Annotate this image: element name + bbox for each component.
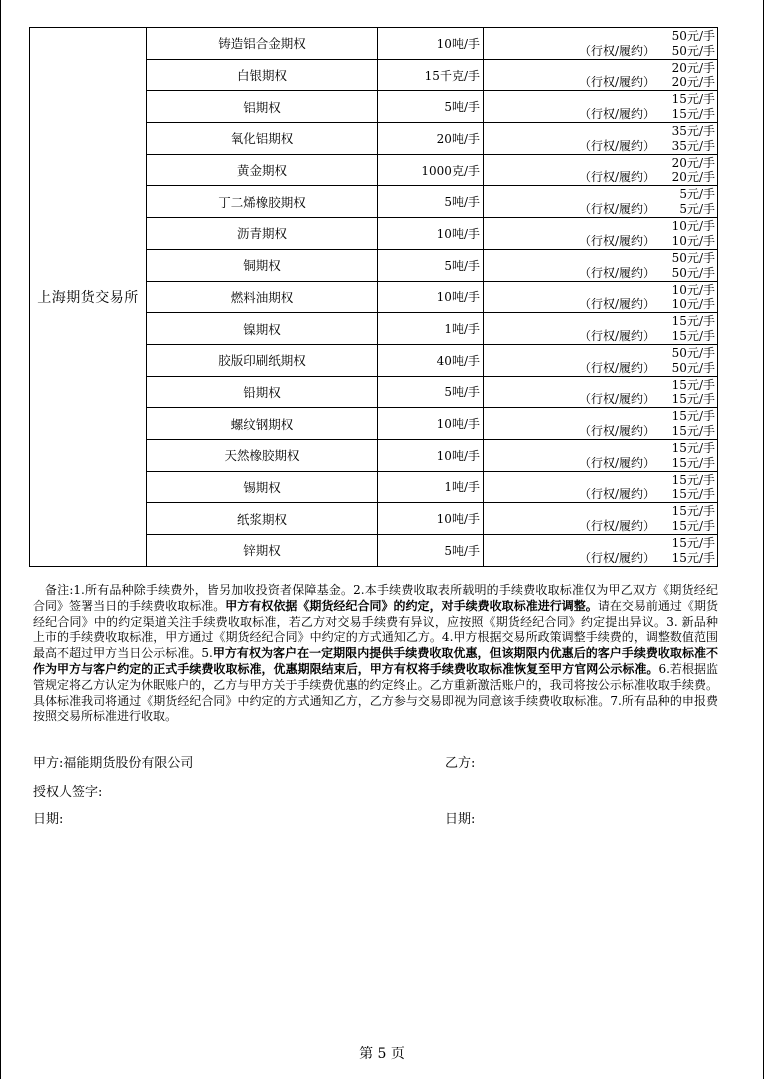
product-name-cell: 胶版印刷纸期权 bbox=[147, 344, 378, 376]
exercise-label: （行权/履约） bbox=[578, 170, 655, 185]
product-name-cell: 铝期权 bbox=[147, 91, 378, 123]
product-name-cell: 铅期权 bbox=[147, 376, 378, 408]
fee-cell bbox=[484, 503, 718, 535]
fee-exercise-value: 5元/手 bbox=[679, 202, 715, 217]
fee-cell bbox=[484, 28, 718, 60]
fee-exercise-value: 20元/手 bbox=[671, 75, 715, 90]
fee-cell bbox=[484, 313, 718, 345]
product-name-cell: 锡期权 bbox=[147, 471, 378, 503]
product-name-cell: 氧化铝期权 bbox=[147, 123, 378, 155]
contract-unit-cell: 1吨/手 bbox=[378, 313, 484, 345]
fee-exercise-value: 50元/手 bbox=[671, 43, 715, 58]
contract-unit-cell: 1吨/手 bbox=[378, 471, 484, 503]
fee-cell bbox=[484, 535, 718, 567]
contract-unit-cell: 10吨/手 bbox=[378, 439, 484, 471]
fee-exercise-value: 15元/手 bbox=[671, 550, 715, 565]
exercise-label: （行权/履约） bbox=[578, 360, 655, 375]
fee-exercise-value: 15元/手 bbox=[671, 392, 715, 407]
remarks-text-2: 请在交易前通过《期货经纪合同》中的约定渠道关注手续费收取标准，若乙方对交易手续费有异议，应按照《期货经纪合同》约定提出异议。3. 新品种上市的手续费收取标准，甲方通过《期货经纪合同》中约定的方式通知乙方。4.甲方根据交易所政策调整手续费的，调整数值范围最高不超过甲方当日公示标准。5. bbox=[33, 598, 718, 661]
product-name-cell: 螺纹钢期权 bbox=[147, 408, 378, 440]
remarks-bold-1: 甲方有权依据《期货经纪合同》的约定，对手续费收取标准进行调整。 bbox=[225, 598, 598, 613]
fee-exercise-value: 15元/手 bbox=[671, 107, 715, 122]
party-b-label: 乙方: bbox=[445, 756, 476, 771]
party-a-date-label: 日期: bbox=[33, 812, 64, 827]
exercise-label: （行权/履约） bbox=[578, 455, 655, 470]
fee-exercise-value: 50元/手 bbox=[671, 265, 715, 280]
exchange-cell: 上海期货交易所 bbox=[30, 28, 147, 567]
fee-open-value: 20元/手 bbox=[671, 155, 715, 170]
exercise-label: （行权/履约） bbox=[578, 297, 655, 312]
fee-open-value: 15元/手 bbox=[671, 536, 715, 550]
fee-exercise-value: 35元/手 bbox=[671, 138, 715, 153]
remarks-text-3: 6.若根据监管规定将乙方认定为休眠账户的，乙方与甲方关于手续费优惠的约定终止。乙方重新激活账户的，我司将按公示标准收取手续费。具体标准我司将通过《期货经纪合同》中约定的方式通知乙方，乙方参与交易即视为同意该手续费收取标准。7.所有品种的申报费按照交易所标准进行收取。 bbox=[33, 661, 718, 724]
contract-unit-cell: 10吨/手 bbox=[378, 218, 484, 250]
fee-open-value: 15元/手 bbox=[671, 440, 715, 455]
exercise-label: （行权/履约） bbox=[578, 487, 655, 502]
exercise-label: （行权/履约） bbox=[578, 519, 655, 533]
exercise-label: （行权/履约） bbox=[578, 265, 655, 280]
fee-cell bbox=[484, 91, 718, 123]
fee-cell bbox=[484, 408, 718, 440]
fee-exercise-value: 10元/手 bbox=[671, 297, 715, 312]
exercise-label: （行权/履约） bbox=[578, 107, 655, 122]
fee-cell bbox=[484, 249, 718, 281]
page-border-left bbox=[0, 0, 1, 1079]
fee-open-value: 15元/手 bbox=[671, 504, 715, 519]
fee-cell bbox=[484, 154, 718, 186]
contract-unit-cell: 1000克/手 bbox=[378, 154, 484, 186]
product-name-cell: 丁二烯橡胶期权 bbox=[147, 186, 378, 218]
contract-unit-cell: 10吨/手 bbox=[378, 28, 484, 60]
remarks-bold-2: 甲方有权为客户在一定期限内提供手续费收取优惠，但该期限内优惠后的客户手续费收取标准不作为甲方与客户约定的正式手续费收取标准，优惠期限结束后，甲方有权将手续费收取标准恢复至甲方官网公示标准。 bbox=[33, 646, 718, 676]
contract-unit-cell: 5吨/手 bbox=[378, 249, 484, 281]
fee-cell bbox=[484, 439, 718, 471]
fee-exercise-value: 20元/手 bbox=[671, 170, 715, 185]
fee-open-value: 15元/手 bbox=[671, 314, 715, 329]
exercise-label: （行权/履约） bbox=[578, 550, 655, 565]
party-a-label: 甲方:福能期货股份有限公司 bbox=[33, 756, 194, 771]
fee-open-value: 15元/手 bbox=[671, 92, 715, 107]
exercise-label: （行权/履约） bbox=[578, 202, 655, 217]
contract-unit-cell: 5吨/手 bbox=[378, 186, 484, 218]
contract-unit-cell: 15千克/手 bbox=[378, 59, 484, 91]
contract-unit-cell: 10吨/手 bbox=[378, 408, 484, 440]
product-name-cell: 铸造铝合金期权 bbox=[147, 28, 378, 60]
fee-cell bbox=[484, 218, 718, 250]
fee-open-value: 5元/手 bbox=[679, 187, 715, 202]
contract-unit-cell: 10吨/手 bbox=[378, 503, 484, 535]
fee-cell bbox=[484, 186, 718, 218]
fee-open-value: 50元/手 bbox=[671, 29, 715, 43]
fee-cell bbox=[484, 281, 718, 313]
product-name-cell: 纸浆期权 bbox=[147, 503, 378, 535]
fee-open-value: 15元/手 bbox=[671, 409, 715, 424]
contract-unit-cell: 20吨/手 bbox=[378, 123, 484, 155]
fee-exercise-value: 15元/手 bbox=[671, 328, 715, 343]
party-b-date-label: 日期: bbox=[445, 812, 476, 827]
fee-exercise-value: 50元/手 bbox=[671, 360, 715, 375]
remarks-text-1: 备注:1.所有品种除手续费外，皆另加收投资者保障基金。2.本手续费收取表所载明的手续费收取标准仅为甲乙双方《期货经纪合同》签署当日的手续费收取标准。 bbox=[33, 583, 718, 613]
fee-exercise-value: 10元/手 bbox=[671, 233, 715, 248]
exercise-label: （行权/履约） bbox=[578, 138, 655, 153]
fee-cell bbox=[484, 123, 718, 155]
product-name-cell: 镍期权 bbox=[147, 313, 378, 345]
remarks-paragraph bbox=[33, 583, 718, 725]
exercise-label: （行权/履约） bbox=[578, 328, 655, 343]
fee-exercise-value: 15元/手 bbox=[671, 423, 715, 438]
product-name-cell: 黄金期权 bbox=[147, 154, 378, 186]
fee-cell bbox=[484, 376, 718, 408]
product-name-cell: 铜期权 bbox=[147, 249, 378, 281]
exercise-label: （行权/履约） bbox=[578, 43, 655, 58]
authorized-signature-label: 授权人签字: bbox=[33, 785, 103, 800]
exercise-label: （行权/履约） bbox=[578, 75, 655, 90]
fee-cell bbox=[484, 471, 718, 503]
fee-open-value: 10元/手 bbox=[671, 219, 715, 234]
product-name-cell: 天然橡胶期权 bbox=[147, 439, 378, 471]
fee-open-value: 15元/手 bbox=[671, 377, 715, 392]
product-name-cell: 沥青期权 bbox=[147, 218, 378, 250]
contract-unit-cell: 5吨/手 bbox=[378, 91, 484, 123]
fee-open-value: 10元/手 bbox=[671, 282, 715, 297]
exercise-label: （行权/履约） bbox=[578, 233, 655, 248]
exercise-label: （行权/履约） bbox=[578, 423, 655, 438]
fee-open-value: 15元/手 bbox=[671, 472, 715, 487]
product-name-cell: 锌期权 bbox=[147, 535, 378, 567]
page-number: 第 5 页 bbox=[359, 1046, 405, 1062]
contract-unit-cell: 5吨/手 bbox=[378, 535, 484, 567]
fee-open-value: 20元/手 bbox=[671, 60, 715, 75]
fee-exercise-value: 15元/手 bbox=[671, 455, 715, 470]
contract-unit-cell: 5吨/手 bbox=[378, 376, 484, 408]
fee-cell bbox=[484, 59, 718, 91]
product-name-cell: 白银期权 bbox=[147, 59, 378, 91]
fee-open-value: 35元/手 bbox=[671, 124, 715, 139]
contract-unit-cell: 40吨/手 bbox=[378, 344, 484, 376]
fee-exercise-value: 15元/手 bbox=[671, 487, 715, 502]
fee-open-value: 50元/手 bbox=[671, 345, 715, 360]
fee-table bbox=[29, 27, 718, 567]
table-row bbox=[30, 28, 718, 60]
contract-unit-cell: 10吨/手 bbox=[378, 281, 484, 313]
fee-cell bbox=[484, 344, 718, 376]
fee-exercise-value: 15元/手 bbox=[671, 519, 715, 533]
exercise-label: （行权/履约） bbox=[578, 392, 655, 407]
product-name-cell: 燃料油期权 bbox=[147, 281, 378, 313]
fee-open-value: 50元/手 bbox=[671, 250, 715, 265]
